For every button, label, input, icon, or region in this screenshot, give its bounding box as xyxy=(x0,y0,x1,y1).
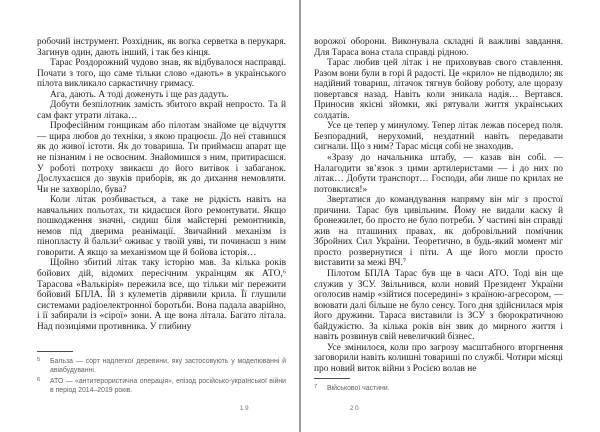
footnote-separator-rule xyxy=(314,378,350,379)
page-spine-divider xyxy=(299,0,301,432)
left-page-footnotes xyxy=(37,351,286,397)
body-paragraph: Тарас Роздорожний чудово знав, як відбувалося насправді. Почати з того, що саме тільки слово «дають» в українського пілота викликало саркастичну гримасу. xyxy=(37,58,286,90)
footnote xyxy=(37,357,286,375)
footnote-separator-rule xyxy=(37,351,73,352)
footnote-text: АТО — «антитерористична операція», епізод російсько-української війни в період 2014–2019 років. xyxy=(50,378,286,394)
left-page-number: 19 xyxy=(239,405,251,412)
body-paragraph: Усе це тепер у минулому. Тепер літак лежав посеред поля. Безпорадний, нерухомий, нездатний навіть передавати сигнали. Що з ним? Тарас місця собі не знаходив. xyxy=(314,121,563,153)
body-paragraph: «Зразу до начальника штабу, — казав він собі. — Налагодити зв’язок з цими артилеристами — і до них по літак… Добути транспорт… Господи, аби лише по крилах не потовклися!» xyxy=(314,153,563,195)
right-page-number: 20 xyxy=(349,405,361,412)
footnote-number: 7 xyxy=(314,384,318,390)
body-paragraph: Професійним гонщикам або пілотам знайоме це відчуття — щира любов до техніки, з якою працюєш. До неї ставишся як до живої істоти. Як до товариша. Ти приймаєш апарат ще не пізнаним і не освоєним. Знайомишся з ним, притираєшся. У роботі потроху звикаєш до його витівок і забаганок. Дослухаєшся до звуків приборів, як до дихання немовляти. Чи не захворіло, бува? xyxy=(37,121,286,195)
left-page-body-text xyxy=(37,37,286,350)
body-paragraph: Щойно збитий літак таку історію мав. За кілька років бойових дій, відомих пересічним українцям як АТО,⁶ Тарасова «Валькірія» пережила все, що тільки міг пережити бойовий БПЛА. Їй з кулеметів дірявили крила. Її глушили системами радіоелектронної боротьби. Вона падала аварійно, і її забирали із «сірої» зони. А ще вона літала. Багато літала. Над позиціями противника. У глибину xyxy=(37,258,286,332)
footnote xyxy=(37,377,286,395)
footnote-text: Бальза — сорт надлегкої деревини, яку застосовують у моделюванні й авіабудуванні. xyxy=(50,358,286,374)
footnote-number: 5 xyxy=(37,357,41,363)
body-paragraph: Добути безпілотник замість збитого вкрай непросто. Та й сам факт утрати літака… xyxy=(37,100,286,121)
footnote xyxy=(314,384,563,393)
body-paragraph: Ага, дають. А тоді доженуть і ще раз дадуть. xyxy=(50,89,229,100)
body-paragraph: Звертатися до командування напряму він міг з простої причини. Тарас був цивільним. Йому не видали каску й бронежилет, бо просто не було потреби. У частині він справді жив на пташиних правах, як добровільний помічник Збройних Сил України. Теоретично, в будь-який момент міг просто розвернутися і піти. А ще його могли просто виставити за межі ВЧ.⁷ xyxy=(314,195,563,269)
body-paragraph: Коли літак розбивається, а таке не рідкість навіть на навчальних польотах, ти кидаєшся його ремонтувати. Якщо пошкодження значні, сидиш біля майстерні ремонтників, немов під дверима реанімації. Звичайний механізм із пінопласту й бальзи⁵ оживає у твоїй уяві, ти починаєш з ним говорити. А якщо за механізмом ще й бойова історія… xyxy=(37,195,286,258)
body-paragraph: робочий інструмент. Розхідник, як вогка серветка в перукаря. Загинув один, дають інший, і так без кінця. xyxy=(37,37,286,58)
body-paragraph: ворожої оборони. Виконувала складні й важливі завдання. Для Тараса вона стала справді рідною. xyxy=(314,37,563,58)
right-page-body-text xyxy=(314,37,563,376)
body-paragraph: Пілотом БПЛА Тарас був ще в часи АТО. Тоді він ще служив у ЗСУ. Звільнився, коли новий Президент України оголосив намір «зійтися посередині» з країною-агресором, — воювати далі більше не було сенсу. Того дня здійснилася мрія його дружини. Тараса виставили із ЗСУ з бюрократичною байдужістю. За кілька років він звик до мирного життя і навіть розвинув свій невеличкий бізнес. xyxy=(314,269,563,343)
body-paragraph: Усе змінилося, коли про загрозу масштабного вторгнення заговорили навіть колишні товариші по службі. Чотири місяці про новий виток війни з Росією волав не xyxy=(314,342,563,374)
body-paragraph: Тарас любив цей літак і не приховував свого ставлення. Разом вони були в горі й радості. Це «крило» не підводило; як надійний товариш, літачок тягнув бойову роботу, але щоразу повертався назад. Навіть коли зникала надія… Вертався. Приносив якісні зйомки, які рятували життя українських солдатів. xyxy=(314,58,563,121)
footnote-text: Військової частини. xyxy=(327,385,390,392)
right-page-footnotes xyxy=(314,378,563,395)
footnote-number: 6 xyxy=(37,377,41,383)
